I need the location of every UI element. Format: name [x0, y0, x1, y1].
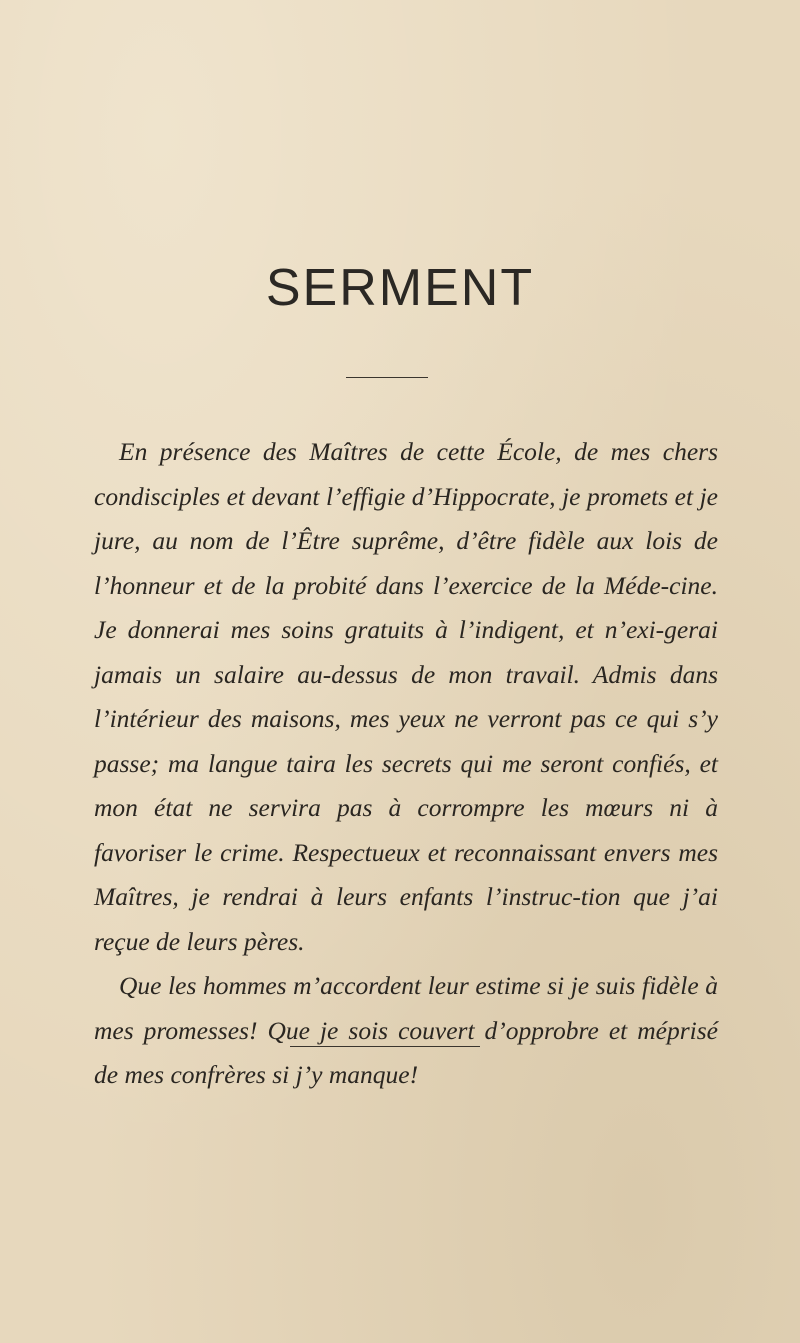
title-divider — [346, 377, 428, 378]
oath-paragraph-1: En présence des Maîtres de cette École, de mes chers condisciples et devant l’effigie d’Hippocrate, je promets et je jure, au nom de l’Être suprême, d’être fidèle aux lois de l’honneur et de la probité dans l’exercice de la Méde-cine. Je donnerai mes soins gratuits à l’indigent, et n’exi-gerai jamais un salaire au-dessus de mon travail. Admis dans l’intérieur des maisons, mes yeux ne verront pas ce qui s’y passe; ma langue taira les secrets qui me seront confiés, et mon état ne servira pas à corrompre les mœurs ni à favoriser le crime. Respectueux et reconnaissant envers mes Maîtres, je rendrai à leurs enfants l’instruc-tion que j’ai reçue de leurs pères. — [94, 437, 718, 956]
oath-text — [94, 430, 718, 1098]
oath-paragraph-2: Que les hommes m’accordent leur estime si je suis fidèle à mes promesses! Que je sois couvert d’opprobre et méprisé de mes confrères si j’y manque! — [94, 971, 718, 1089]
closing-divider — [290, 1046, 480, 1047]
oath-title: SERMENT — [265, 259, 535, 317]
